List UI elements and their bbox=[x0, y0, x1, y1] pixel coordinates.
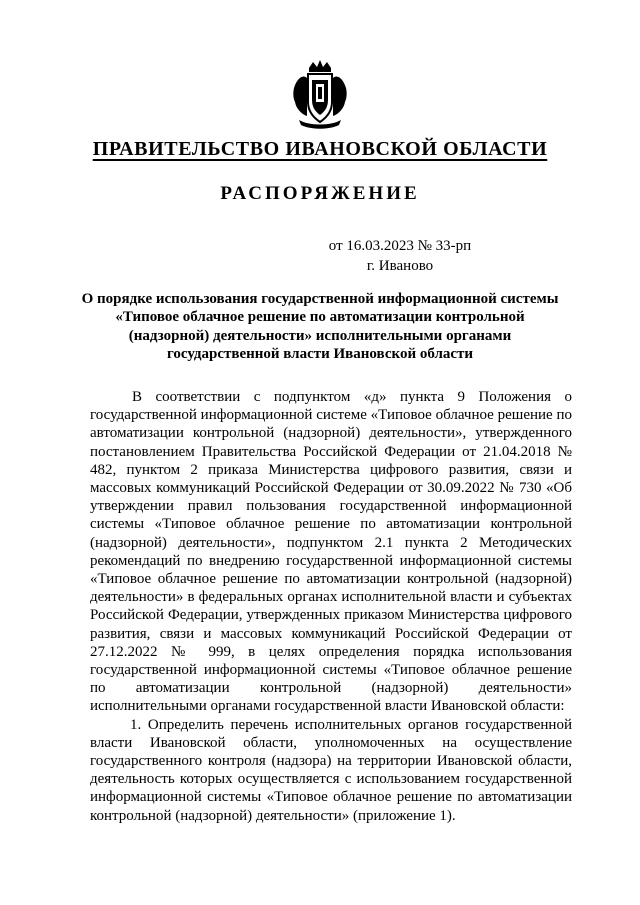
subject-line: государственной власти Ивановской области bbox=[166, 346, 474, 363]
subject-line: «Типовое облачное решение по автоматизации контрольной bbox=[115, 309, 525, 326]
city: г. Иваново bbox=[366, 258, 434, 274]
document-body bbox=[90, 388, 572, 825]
document-type: РАСПОРЯЖЕНИЕ bbox=[220, 183, 420, 204]
document-meta bbox=[60, 236, 580, 276]
document-subject bbox=[60, 290, 580, 364]
item-1-paragraph: 1. Определить перечень исполнительных органов государственной власти Ивановской области, уполномоченных на осуществление государственного контроля (надзора) на территории Ивановской области, деятельность которых осуществляется с использованием государственной информационной системы «Типовое облачное решение по автоматизации контрольной (надзорной) деятельности» (приложение 1). bbox=[90, 716, 572, 824]
preamble-paragraph: В соответствии с подпунктом «д» пункта 9 Положения о государственной информационной системе «Типовое облачное решение по автоматизации контрольной (надзорной) деятельности», утвержденного постановлением Правительства Российской Федерации от 21.04.2018 № 482, пунктом 2 приказа Министерства цифрового развития, связи и массовых коммуникаций Российской Федерации от 30.09.2022 № 730 «Об утверждении правил пользования государственной информационной системы «Типовое облачное решение по автоматизации контрольной (надзорной) деятельности», подпунктом 2.1 пункта 2 Методических рекомендаций по внедрению государственной информационной системы «Типовое облачное решение по автоматизации контрольной (надзорной) деятельности» в федеральных органах исполнительной власти и субъектах Российской Федерации, утвержденных приказом Министерства цифрового развития, связи и массовых коммуникаций Российской Федерации от 27.12.2022 № 999, в целях определения порядка использования государственной информационной системы «Типовое облачное решение по автоматизации контрольной (надзорной) деятельности» исполнительными органами государственной власти Ивановской области: bbox=[90, 389, 572, 715]
ivanovo-coat-of-arms-icon bbox=[291, 58, 349, 130]
subject-line: О порядке использования государственной информационной системы bbox=[81, 291, 559, 307]
subject-line: (надзорной) деятельности» исполнительными органами bbox=[128, 327, 512, 344]
date-number: от 16.03.2023 № 33-рп bbox=[328, 238, 472, 254]
organization-title: ПРАВИТЕЛЬСТВО ИВАНОВСКОЙ ОБЛАСТИ bbox=[92, 138, 548, 160]
